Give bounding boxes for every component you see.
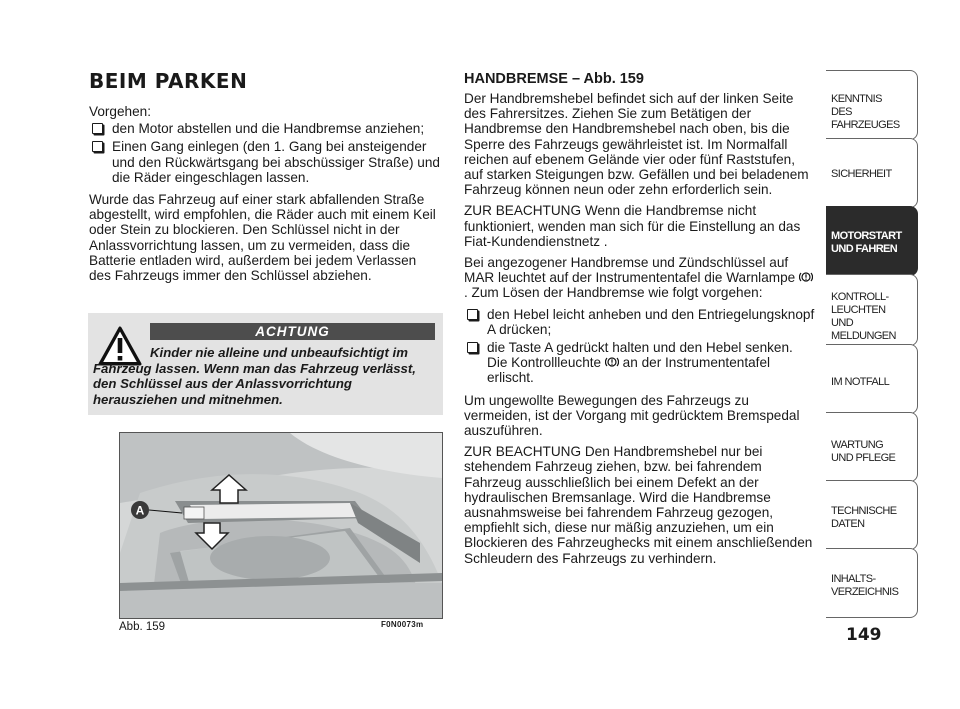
figure-marker: A	[135, 503, 145, 518]
handbrake-drawing	[120, 433, 442, 618]
list-item: den Motor abstellen und die Handbremse anziehen;	[89, 121, 441, 136]
list-item	[464, 340, 816, 386]
figure-caption: Abb. 159	[119, 621, 166, 633]
tab-label: DES FAHRZEUGES	[831, 106, 900, 131]
tab-label: DATEN	[831, 518, 865, 530]
paragraph	[464, 255, 816, 301]
paragraph-part: Bei angezogener Handbremse und Zündschlüssel auf MAR leuchtet auf der Instrumententafel die Warnlampe	[464, 255, 796, 286]
tab-motorstart[interactable]	[826, 206, 918, 276]
tab-inhaltsverzeichnis[interactable]	[826, 548, 918, 618]
tab-label: UND MELDUNGEN	[831, 317, 896, 342]
warning-label: ACHTUNG	[150, 323, 435, 340]
paragraph: Der Handbremshebel befindet sich auf der linken Seite des Fahrersitzes. Ziehen Sie zum Betätigen der Handbremse den Handbremshebel nach oben, bis die Sperre des Fahrzeugs gewährleistet ist. Im Normalfall reichen auf ebenem Gelände vier oder fünf Raststufen, auf starken Steigungen bzw. Gefällen und bei beladenem Fahrzeug können neun oder zehn erforderlich sein.	[464, 91, 809, 198]
tab-label: VERZEICHNIS	[831, 586, 899, 598]
tab-label: MOTORSTART	[831, 230, 902, 242]
paragraph: ZUR BEACHTUNG Den Handbremshebel nur bei stehendem Fahrzeug ziehen, bzw. bei fahrendem Fahrzeug ausschließlich bei einem Defekt an der hydraulischen Bremsanlage. Wird die Handbremse ausnahmsweise bei fahrendem Fahrzeug gezogen, empfiehlt sich, diese nur mäßig anzuziehen, um ein Blockieren des Fahrzeughecks mit einem anschließenden Schleudern des Fahrzeugs zu verhindern.	[464, 444, 813, 566]
tab-label: KONTROLL-	[831, 291, 889, 303]
handbrake-section	[464, 70, 816, 572]
release-steps	[464, 307, 816, 386]
tab-label: KENNTNIS	[831, 93, 882, 105]
tab-label: TECHNISCHE	[831, 505, 897, 517]
brake-warning-icon	[799, 271, 813, 283]
warning-box	[88, 313, 443, 415]
paragraph-part: . Zum Lösen der Handbremse wie folgt vorgehen:	[464, 285, 763, 301]
tab-label: LEUCHTEN	[831, 304, 886, 316]
tab-label: IM NOTFALL	[831, 376, 890, 388]
tab-technische-daten[interactable]	[826, 480, 918, 550]
tab-kenntnis[interactable]	[826, 70, 918, 140]
list-item-part: an der Instrumententafel erlischt.	[487, 355, 771, 386]
tab-label: WARTUNG	[831, 439, 884, 451]
figure-code: F0N0073m	[381, 620, 424, 629]
section-title: BEIM PARKEN	[89, 69, 248, 93]
tab-wartung[interactable]	[826, 412, 918, 482]
tab-label: SICHERHEIT	[831, 168, 892, 180]
brake-warning-icon	[605, 356, 619, 368]
section-title: HANDBREMSE – Abb. 159	[464, 71, 644, 87]
tab-kontrollleuchten[interactable]	[826, 274, 918, 346]
paragraph: ZUR BEACHTUNG Wenn die Handbremse nicht funktioniert, wenden man sich für die Einstellung an das Fiat-Kundendienstnetz .	[464, 203, 801, 249]
tab-label: INHALTS-	[831, 573, 876, 585]
page-number: 149	[846, 625, 882, 645]
paragraph: Um ungewollte Bewegungen des Fahrzeugs zu vermeiden, ist der Vorgang mit gedrücktem Bremspedal auszuführen.	[464, 392, 800, 439]
tab-im-notfall[interactable]	[826, 344, 918, 414]
parking-steps	[89, 121, 441, 185]
intro-text: Vorgehen:	[89, 104, 151, 119]
list-item: den Hebel leicht anheben und den Entriegelungsknopf A drücken;	[464, 307, 816, 337]
tab-label: UND PFLEGE	[831, 452, 896, 464]
tab-sicherheit[interactable]	[826, 138, 918, 208]
handbrake-illustration	[119, 432, 443, 619]
parking-paragraph: Wurde das Fahrzeug auf einer stark abfallenden Straße abgestellt, wird empfohlen, die Räder auch mit einem Keil oder Stein zu blockieren. Den Schlüssel nicht in der Anlassvorrichtung lassen, um zu vermeiden, dass die Batterie entladen wird, außerdem bei jedem Verlassen des Fahrzeugs immer den Schlüssel abziehen.	[89, 192, 436, 284]
list-item-part: die Taste A gedrückt halten und den Hebel senken. Die Kontrollleuchte	[487, 340, 793, 371]
tab-label: UND FAHREN	[831, 243, 898, 255]
list-item: Einen Gang einlegen (den 1. Gang bei ansteigender und den Rückwärtsgang bei abschüssiger Straße) und die Räder eingeschlagen lassen.	[89, 139, 441, 185]
warning-text: Kinder nie alleine und unbeaufsichtigt im Fahrzeug lassen. Wenn man das Fahrzeug verlässt, den Schlüssel aus der Anlassvorrichtung herausziehen und mitnehmen.	[93, 345, 416, 407]
parking-section	[89, 70, 441, 289]
